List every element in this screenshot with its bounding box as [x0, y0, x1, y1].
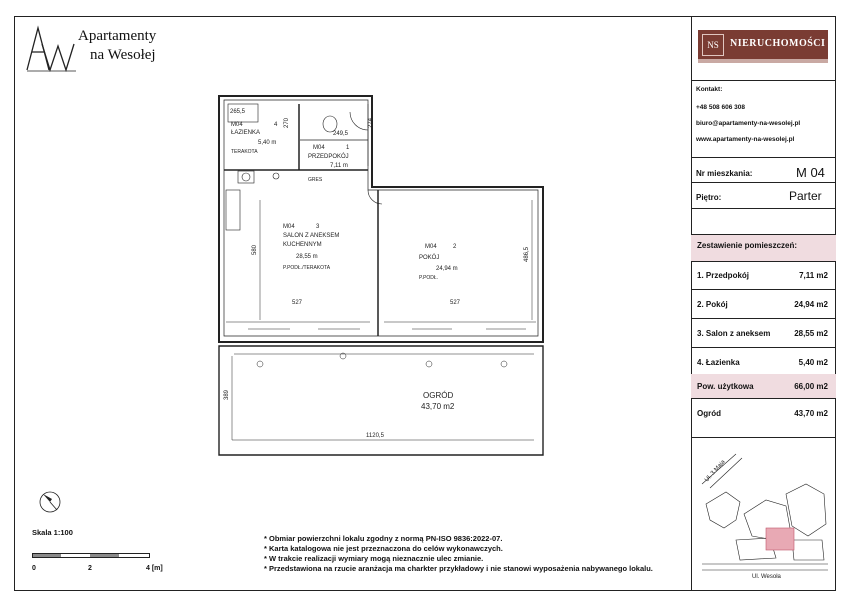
room2-floor: P.PODŁ.	[419, 275, 439, 281]
room-area: 7,11 m2	[799, 271, 828, 280]
room1-area: 7,11 m	[330, 163, 348, 169]
divider	[691, 234, 836, 235]
room-area: 24,94 m2	[794, 300, 828, 309]
dim-580: 580	[252, 244, 258, 255]
divider	[691, 80, 836, 81]
room3-area: 28,55 m	[296, 254, 318, 260]
room3-name1: SALON Z ANEKSEM	[283, 233, 340, 239]
street-3maja: Ul. 3 Maja	[704, 459, 727, 484]
room-name: 1. Przedpokój	[697, 271, 750, 280]
room1-no: 1	[346, 145, 350, 151]
room3-name2: KUCHENNYM	[283, 242, 322, 248]
garden-area: 43,70 m2	[421, 402, 455, 411]
room2-area: 24,94 m	[436, 266, 458, 272]
scale-bar	[32, 553, 150, 558]
room1-code: M04	[313, 145, 325, 151]
dim-2495: 249,5	[333, 131, 349, 137]
brand-line2: na Wesołej	[90, 47, 156, 63]
dim-2655: 265,5	[230, 109, 246, 115]
garden-label: Ogród	[697, 409, 721, 418]
unit-number-label: Nr mieszkania:	[696, 169, 753, 178]
room1-name: PRZEDPOKÓJ	[308, 154, 349, 160]
agency-mark: NS	[702, 34, 724, 56]
divider	[691, 289, 836, 290]
usable-area-label: Pow. użytkowa	[697, 382, 754, 391]
usable-area-value: 66,00 m2	[794, 382, 828, 391]
room4-no: 4	[274, 122, 278, 128]
dim-274: 274	[368, 117, 374, 128]
dim-4865: 486,5	[524, 246, 530, 262]
divider	[691, 437, 836, 438]
room2-no: 2	[453, 244, 457, 250]
room4-floor: TERAKOTA	[231, 149, 258, 155]
divider	[691, 398, 836, 399]
contact-email[interactable]: biuro@apartamenty-na-wesolej.pl	[696, 120, 801, 127]
divider	[691, 182, 836, 183]
room4-name: ŁAZIENKA	[231, 130, 261, 136]
scale-tick-2: 2	[88, 565, 92, 572]
agency-logo	[698, 30, 828, 60]
dim-389: 389	[224, 389, 230, 400]
garden-name: OGRÓD	[423, 391, 454, 400]
room-name: 3. Salon z aneksem	[697, 329, 771, 338]
street-wesola: Ul. Wesoła	[752, 574, 781, 580]
room-area: 5,40 m2	[798, 358, 828, 367]
room3-code: M04	[283, 224, 295, 230]
note-line: * W trakcie realizacji wymiary mogą nieznacznie ulec zmianie.	[264, 554, 484, 563]
floor-plan	[200, 90, 560, 460]
room1-floor: GRES	[308, 177, 323, 183]
room4-area: 5,40 m	[258, 140, 277, 146]
room-area: 28,55 m2	[794, 329, 828, 338]
divider	[691, 261, 836, 262]
dim-527b: 527	[450, 300, 461, 306]
divider	[691, 157, 836, 158]
room-name: 4. Łazienka	[697, 358, 740, 367]
scale-tick-0: 0	[32, 565, 36, 572]
unit-number: M 04	[796, 165, 825, 180]
divider	[691, 347, 836, 348]
room4-code: M04	[231, 122, 243, 128]
scale-label: Skala 1:100	[32, 528, 73, 537]
agency-name: NIERUCHOMOŚCI	[730, 38, 826, 49]
contact-www[interactable]: www.apartamenty-na-wesolej.pl	[696, 136, 795, 143]
dim-11205: 1120,5	[366, 433, 384, 439]
room3-no: 3	[316, 224, 320, 230]
garden-value: 43,70 m2	[794, 409, 828, 418]
contact-label: Kontakt:	[696, 86, 723, 93]
floor-label: Piętro:	[696, 193, 722, 202]
note-line: * Przedstawiona na rzucie aranżacja ma charkter przykładowy i nie stanowi wyposażenia nabywanego lokalu.	[264, 564, 653, 573]
dim-527a: 527	[292, 300, 303, 306]
note-line: * Karta katalogowa nie jest przeznaczona do celów wykonawczych.	[264, 544, 503, 553]
note-line: * Obmiar powierzchni lokalu zgodny z normą PN-ISO 9836:2022-07.	[264, 534, 503, 543]
dim-270: 270	[284, 117, 290, 128]
room2-name: POKÓJ	[419, 255, 440, 261]
notes	[264, 534, 653, 574]
agency-logo-underline	[698, 59, 828, 63]
room2-code: M04	[425, 244, 437, 250]
room-name: 2. Pokój	[697, 300, 728, 309]
contact-phone[interactable]: +48 508 606 308	[696, 104, 745, 111]
summary-title: Zestawienie pomieszczeń:	[697, 241, 798, 250]
room3-floor: P.PODŁ./TERAKOTA	[283, 265, 331, 271]
site-map	[696, 444, 832, 584]
north-arrow-icon	[38, 490, 62, 514]
divider	[691, 208, 836, 209]
brand-line1: Apartamenty	[78, 28, 157, 44]
scale-tick-4: 4 [m]	[146, 565, 163, 572]
divider	[691, 318, 836, 319]
floor-value: Parter	[789, 189, 822, 203]
